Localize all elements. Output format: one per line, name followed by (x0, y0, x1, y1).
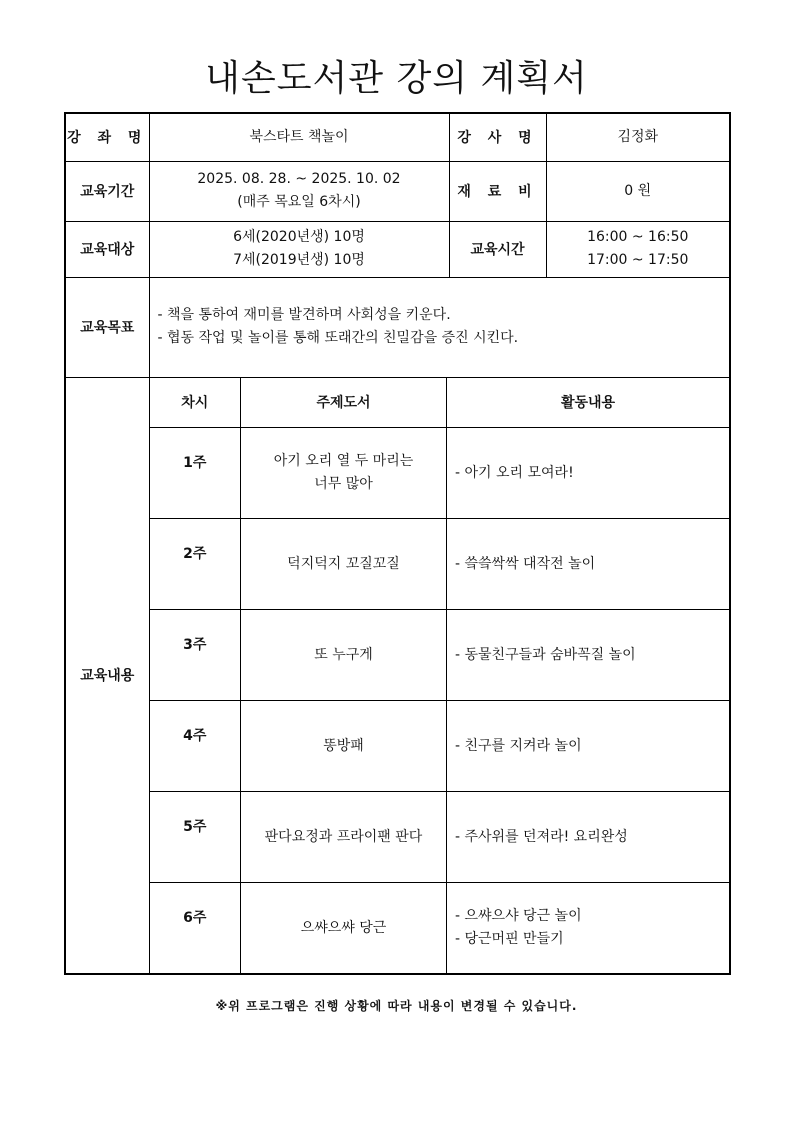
activity-line: - 당근머핀 만들기 (455, 931, 564, 947)
week-label: 2주 (150, 519, 241, 610)
activity (447, 792, 730, 883)
book-title (241, 519, 447, 610)
header-session: 차시 (150, 378, 241, 428)
page-title: 내손도서관 강의 계획서 (205, 58, 588, 99)
activity-line: - 친구를 지켜라 놀이 (455, 737, 582, 754)
schedule-row (150, 519, 730, 610)
content-label: 교육내용 (65, 377, 149, 974)
time-label: 교육시간 (449, 221, 546, 277)
time-slot-2: 17:00 ~ 17:50 (587, 252, 689, 268)
fee-label: 재 료 비 (449, 161, 546, 221)
week-label: 3주 (150, 610, 241, 701)
period-dates: 2025. 08. 28. ~ 2025. 10. 02 (197, 171, 401, 187)
book-title-line: 덕지덕지 꼬질꼬질 (287, 555, 400, 572)
target-row (65, 221, 730, 277)
book-title-line: 으쌰으쌰 당근 (300, 919, 387, 936)
schedule-row (150, 792, 730, 883)
book-title-line: 똥방패 (323, 737, 364, 754)
schedule-row (150, 701, 730, 792)
target-age-6: 6세(2020년생) 10명 (233, 229, 365, 245)
activity (447, 519, 730, 610)
course-name-row (65, 113, 730, 161)
book-title (241, 610, 447, 701)
schedule-cell (149, 377, 730, 974)
course-name-value: 북스타트 책놀이 (149, 113, 449, 161)
book-title (241, 792, 447, 883)
activity-line: - 아기 오리 모여라! (455, 464, 574, 481)
footnote: ※위 프로그램은 진행 상황에 따라 내용이 변경될 수 있습니다. (215, 999, 578, 1013)
goal-item: - 협동 작업 및 놀이를 통해 또래간의 친밀감을 증진 시킨다. (157, 330, 519, 346)
period-sessions: (매주 목요일 6차시) (237, 194, 361, 210)
period-value (149, 161, 449, 221)
activity (447, 428, 730, 519)
target-value (149, 221, 449, 277)
goal-row (65, 277, 730, 377)
activity (447, 610, 730, 701)
book-title-line: 판다요정과 프라이팬 판다 (264, 828, 423, 845)
header-activity: 활동내용 (447, 378, 730, 428)
week-label: 6주 (150, 883, 241, 974)
book-title-line: 너무 많아 (314, 476, 373, 492)
header-book: 주제도서 (241, 378, 447, 428)
period-row (65, 161, 730, 221)
content-row (65, 377, 730, 974)
target-label: 교육대상 (65, 221, 149, 277)
activity-line: - 주사위를 던져라! 요리완성 (455, 828, 628, 845)
instructor-value: 김정화 (546, 113, 730, 161)
course-name-label: 강 좌 명 (65, 113, 149, 161)
schedule-row (150, 610, 730, 701)
book-title (241, 428, 447, 519)
instructor-label: 강 사 명 (449, 113, 546, 161)
activity-line: - 동물친구들과 숨바꼭질 놀이 (455, 646, 636, 663)
period-label: 교육기간 (65, 161, 149, 221)
week-label: 4주 (150, 701, 241, 792)
lecture-plan-table (64, 112, 731, 975)
activity-line: - 으쌰으샤 당근 놀이 (455, 908, 582, 924)
book-title (241, 883, 447, 974)
time-value (546, 221, 730, 277)
target-age-7: 7세(2019년생) 10명 (233, 252, 365, 268)
week-label: 1주 (150, 428, 241, 519)
schedule-row (150, 428, 730, 519)
goal-value (149, 277, 730, 377)
activity-line: - 씈씈싹싹 대작전 놀이 (455, 555, 596, 572)
schedule-header-row (150, 378, 730, 428)
time-slot-1: 16:00 ~ 16:50 (587, 229, 689, 245)
goal-item: - 책을 통하여 재미를 발견하며 사회성을 키운다. (157, 307, 451, 323)
activity (447, 701, 730, 792)
book-title-line: 또 누구게 (314, 646, 373, 663)
fee-value: 0 원 (546, 161, 730, 221)
book-title-line: 아기 오리 열 두 마리는 (273, 453, 414, 469)
schedule-row (150, 883, 730, 974)
week-label: 5주 (150, 792, 241, 883)
book-title (241, 701, 447, 792)
activity (447, 883, 730, 974)
goal-label: 교육목표 (65, 277, 149, 377)
schedule-table (150, 378, 730, 974)
